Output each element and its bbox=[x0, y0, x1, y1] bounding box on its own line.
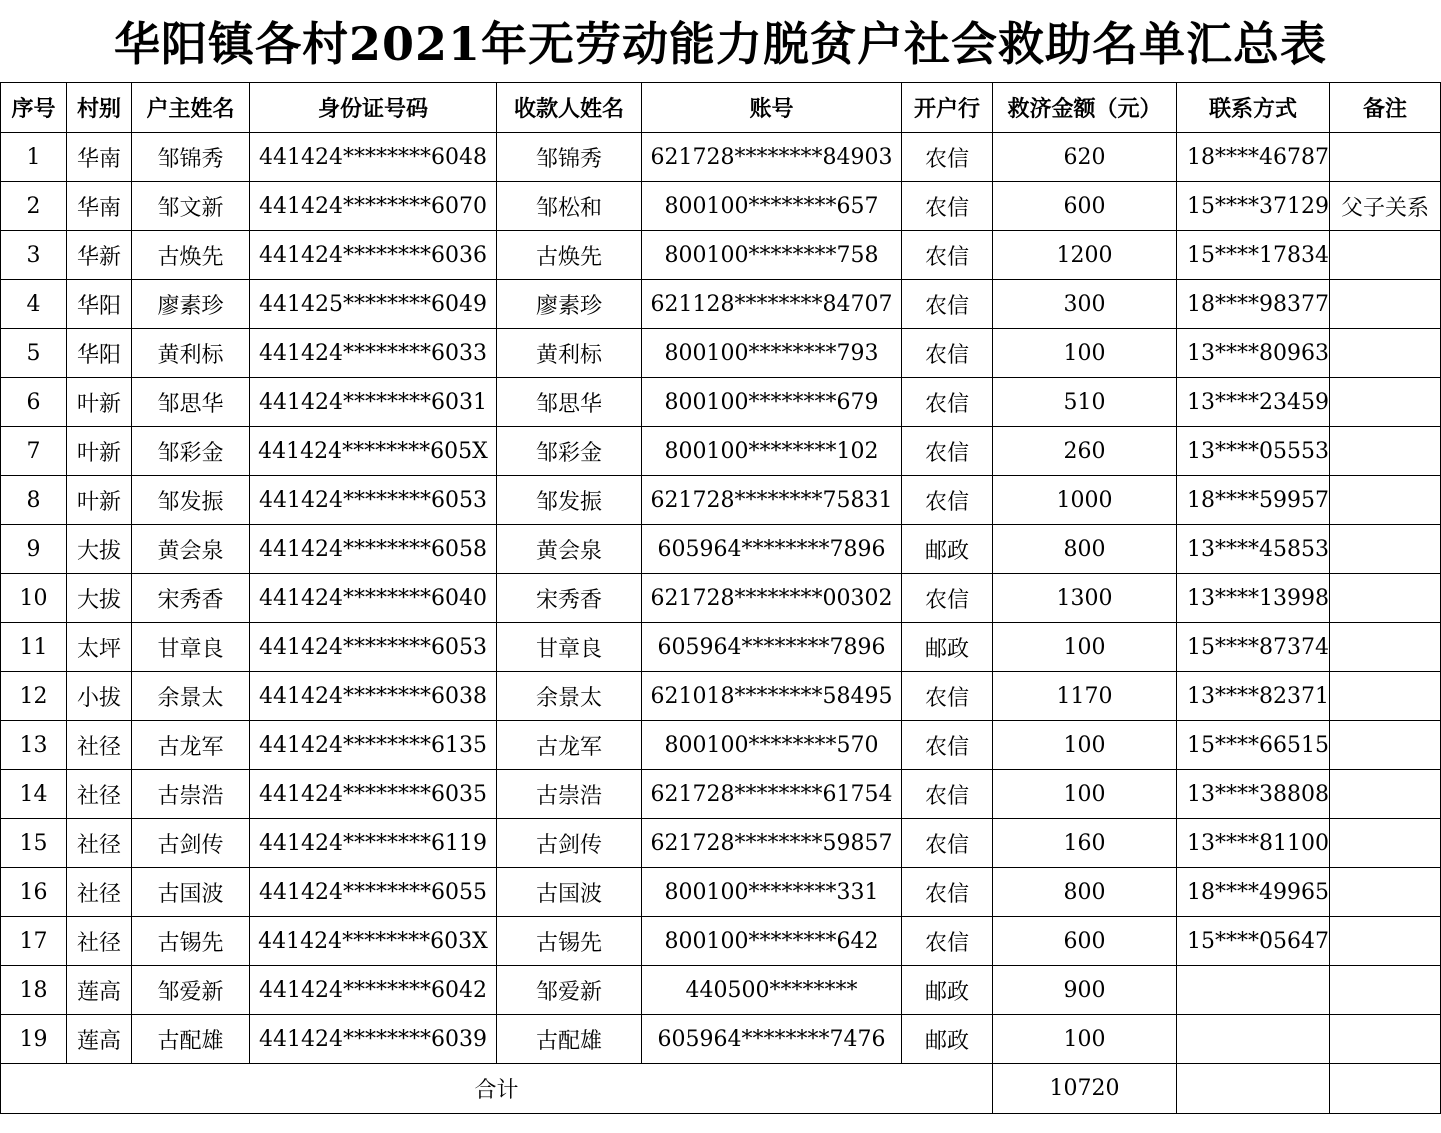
cell-note bbox=[1330, 231, 1441, 280]
cell-bank: 邮政 bbox=[902, 966, 993, 1015]
cell-village: 大拔 bbox=[67, 525, 132, 574]
table-row bbox=[1, 868, 1441, 917]
total-row bbox=[1, 1064, 1441, 1114]
table-row bbox=[1, 966, 1441, 1015]
cell-no: 4 bbox=[1, 280, 67, 329]
cell-account: 605964********7476 bbox=[642, 1015, 902, 1064]
cell-village: 莲高 bbox=[67, 966, 132, 1015]
cell-amount: 100 bbox=[993, 623, 1177, 672]
cell-account: 621728********00302 bbox=[642, 574, 902, 623]
cell-id-number: 441424********6135 bbox=[250, 721, 497, 770]
cell-bank: 农信 bbox=[902, 427, 993, 476]
cell-bank: 农信 bbox=[902, 280, 993, 329]
cell-head-name: 黄利标 bbox=[132, 329, 250, 378]
cell-note bbox=[1330, 476, 1441, 525]
cell-bank: 邮政 bbox=[902, 623, 993, 672]
cell-amount: 800 bbox=[993, 868, 1177, 917]
cell-payee-name: 邹思华 bbox=[497, 378, 642, 427]
cell-no: 1 bbox=[1, 133, 67, 182]
cell-no: 12 bbox=[1, 672, 67, 721]
cell-amount: 600 bbox=[993, 182, 1177, 231]
header-cell-id-number: 身份证号码 bbox=[250, 83, 497, 133]
cell-payee-name: 邹彩金 bbox=[497, 427, 642, 476]
cell-phone: 15****05647 bbox=[1177, 917, 1330, 966]
cell-note bbox=[1330, 672, 1441, 721]
cell-village: 叶新 bbox=[67, 378, 132, 427]
cell-note: 父子关系 bbox=[1330, 182, 1441, 231]
cell-account: 800100********793 bbox=[642, 329, 902, 378]
cell-bank: 农信 bbox=[902, 231, 993, 280]
cell-phone bbox=[1177, 1015, 1330, 1064]
cell-note bbox=[1330, 721, 1441, 770]
cell-phone: 13****38808 bbox=[1177, 770, 1330, 819]
cell-village: 叶新 bbox=[67, 427, 132, 476]
table-row bbox=[1, 476, 1441, 525]
cell-payee-name: 黄利标 bbox=[497, 329, 642, 378]
cell-no: 15 bbox=[1, 819, 67, 868]
cell-head-name: 甘章良 bbox=[132, 623, 250, 672]
cell-note bbox=[1330, 1015, 1441, 1064]
cell-amount: 1170 bbox=[993, 672, 1177, 721]
cell-head-name: 邹文新 bbox=[132, 182, 250, 231]
cell-note bbox=[1330, 623, 1441, 672]
cell-village: 大拔 bbox=[67, 574, 132, 623]
cell-phone: 15****87374 bbox=[1177, 623, 1330, 672]
cell-phone: 13****05553 bbox=[1177, 427, 1330, 476]
table-row bbox=[1, 427, 1441, 476]
cell-account: 800100********679 bbox=[642, 378, 902, 427]
table-row bbox=[1, 329, 1441, 378]
cell-phone: 18****46787 bbox=[1177, 133, 1330, 182]
cell-id-number: 441424********6031 bbox=[250, 378, 497, 427]
cell-account: 800100********758 bbox=[642, 231, 902, 280]
header-cell-note: 备注 bbox=[1330, 83, 1441, 133]
table-row bbox=[1, 182, 1441, 231]
cell-note bbox=[1330, 819, 1441, 868]
cell-village: 太坪 bbox=[67, 623, 132, 672]
cell-no: 8 bbox=[1, 476, 67, 525]
cell-head-name: 邹发振 bbox=[132, 476, 250, 525]
cell-note bbox=[1330, 574, 1441, 623]
cell-note bbox=[1330, 525, 1441, 574]
cell-note bbox=[1330, 427, 1441, 476]
cell-id-number: 441424********6048 bbox=[250, 133, 497, 182]
cell-phone: 13****45853 bbox=[1177, 525, 1330, 574]
cell-amount: 260 bbox=[993, 427, 1177, 476]
cell-head-name: 宋秀香 bbox=[132, 574, 250, 623]
cell-payee-name: 邹松和 bbox=[497, 182, 642, 231]
cell-no: 19 bbox=[1, 1015, 67, 1064]
cell-phone: 15****17834 bbox=[1177, 231, 1330, 280]
table-row bbox=[1, 574, 1441, 623]
cell-village: 社径 bbox=[67, 819, 132, 868]
cell-amount: 100 bbox=[993, 1015, 1177, 1064]
cell-id-number: 441424********6058 bbox=[250, 525, 497, 574]
cell-phone: 18****59957 bbox=[1177, 476, 1330, 525]
cell-payee-name: 邹发振 bbox=[497, 476, 642, 525]
cell-bank: 邮政 bbox=[902, 1015, 993, 1064]
cell-id-number: 441424********603X bbox=[250, 917, 497, 966]
cell-bank: 农信 bbox=[902, 182, 993, 231]
cell-account: 621728********75831 bbox=[642, 476, 902, 525]
cell-amount: 100 bbox=[993, 329, 1177, 378]
cell-village: 社径 bbox=[67, 917, 132, 966]
cell-no: 7 bbox=[1, 427, 67, 476]
cell-phone: 13****13998 bbox=[1177, 574, 1330, 623]
cell-village: 华新 bbox=[67, 231, 132, 280]
cell-note bbox=[1330, 378, 1441, 427]
cell-no: 2 bbox=[1, 182, 67, 231]
relief-table bbox=[0, 82, 1441, 1114]
cell-amount: 1000 bbox=[993, 476, 1177, 525]
cell-bank: 邮政 bbox=[902, 525, 993, 574]
cell-account: 621728********59857 bbox=[642, 819, 902, 868]
cell-id-number: 441425********6049 bbox=[250, 280, 497, 329]
cell-head-name: 古龙军 bbox=[132, 721, 250, 770]
cell-account: 800100********102 bbox=[642, 427, 902, 476]
cell-note bbox=[1330, 966, 1441, 1015]
cell-village: 莲高 bbox=[67, 1015, 132, 1064]
cell-village: 小拔 bbox=[67, 672, 132, 721]
cell-id-number: 441424********6033 bbox=[250, 329, 497, 378]
cell-payee-name: 古锡先 bbox=[497, 917, 642, 966]
cell-bank: 农信 bbox=[902, 868, 993, 917]
cell-amount: 600 bbox=[993, 917, 1177, 966]
cell-bank: 农信 bbox=[902, 329, 993, 378]
page-title: 华阳镇各村2021年无劳动能力脱贫户社会救助名单汇总表 bbox=[113, 17, 1328, 71]
cell-id-number: 441424********6038 bbox=[250, 672, 497, 721]
table-row bbox=[1, 917, 1441, 966]
cell-payee-name: 廖素珍 bbox=[497, 280, 642, 329]
cell-id-number: 441424********6040 bbox=[250, 574, 497, 623]
cell-no: 11 bbox=[1, 623, 67, 672]
cell-id-number: 441424********6053 bbox=[250, 623, 497, 672]
cell-no: 17 bbox=[1, 917, 67, 966]
cell-amount: 100 bbox=[993, 721, 1177, 770]
cell-payee-name: 邹爱新 bbox=[497, 966, 642, 1015]
cell-id-number: 441424********6036 bbox=[250, 231, 497, 280]
cell-no: 16 bbox=[1, 868, 67, 917]
cell-account: 605964********7896 bbox=[642, 623, 902, 672]
cell-amount: 510 bbox=[993, 378, 1177, 427]
table-row bbox=[1, 133, 1441, 182]
cell-phone: 15****37129 bbox=[1177, 182, 1330, 231]
cell-bank: 农信 bbox=[902, 721, 993, 770]
header-cell-no: 序号 bbox=[1, 83, 67, 133]
cell-account: 621728********84903 bbox=[642, 133, 902, 182]
total-phone-cell bbox=[1177, 1064, 1330, 1114]
cell-village: 叶新 bbox=[67, 476, 132, 525]
cell-phone bbox=[1177, 966, 1330, 1015]
cell-note bbox=[1330, 868, 1441, 917]
cell-account: 621018********58495 bbox=[642, 672, 902, 721]
cell-account: 800100********642 bbox=[642, 917, 902, 966]
cell-amount: 100 bbox=[993, 770, 1177, 819]
table-row bbox=[1, 1015, 1441, 1064]
cell-head-name: 古剑传 bbox=[132, 819, 250, 868]
cell-head-name: 余景太 bbox=[132, 672, 250, 721]
cell-payee-name: 古龙军 bbox=[497, 721, 642, 770]
cell-amount: 160 bbox=[993, 819, 1177, 868]
cell-payee-name: 古剑传 bbox=[497, 819, 642, 868]
cell-amount: 1300 bbox=[993, 574, 1177, 623]
cell-id-number: 441424********6053 bbox=[250, 476, 497, 525]
cell-account: 440500******** bbox=[642, 966, 902, 1015]
cell-account: 800100********570 bbox=[642, 721, 902, 770]
cell-account: 621728********61754 bbox=[642, 770, 902, 819]
cell-head-name: 邹彩金 bbox=[132, 427, 250, 476]
cell-bank: 农信 bbox=[902, 133, 993, 182]
cell-note bbox=[1330, 329, 1441, 378]
cell-payee-name: 古国波 bbox=[497, 868, 642, 917]
cell-payee-name: 宋秀香 bbox=[497, 574, 642, 623]
cell-id-number: 441424********6119 bbox=[250, 819, 497, 868]
cell-no: 14 bbox=[1, 770, 67, 819]
cell-payee-name: 余景太 bbox=[497, 672, 642, 721]
total-amount: 10720 bbox=[993, 1064, 1177, 1114]
cell-amount: 620 bbox=[993, 133, 1177, 182]
table-row bbox=[1, 623, 1441, 672]
cell-id-number: 441424********605X bbox=[250, 427, 497, 476]
cell-bank: 农信 bbox=[902, 819, 993, 868]
total-note-cell bbox=[1330, 1064, 1441, 1114]
cell-bank: 农信 bbox=[902, 574, 993, 623]
cell-no: 5 bbox=[1, 329, 67, 378]
cell-id-number: 441424********6039 bbox=[250, 1015, 497, 1064]
cell-payee-name: 甘章良 bbox=[497, 623, 642, 672]
cell-id-number: 441424********6042 bbox=[250, 966, 497, 1015]
table-row bbox=[1, 280, 1441, 329]
header-cell-head-name: 户主姓名 bbox=[132, 83, 250, 133]
cell-phone: 13****80963 bbox=[1177, 329, 1330, 378]
cell-village: 华南 bbox=[67, 182, 132, 231]
cell-village: 社径 bbox=[67, 721, 132, 770]
cell-id-number: 441424********6055 bbox=[250, 868, 497, 917]
cell-phone: 18****98377 bbox=[1177, 280, 1330, 329]
cell-phone: 13****82371 bbox=[1177, 672, 1330, 721]
cell-phone: 13****81100 bbox=[1177, 819, 1330, 868]
cell-bank: 农信 bbox=[902, 672, 993, 721]
cell-payee-name: 古崇浩 bbox=[497, 770, 642, 819]
table-row bbox=[1, 231, 1441, 280]
header-cell-phone: 联系方式 bbox=[1177, 83, 1330, 133]
cell-village: 华南 bbox=[67, 133, 132, 182]
cell-id-number: 441424********6035 bbox=[250, 770, 497, 819]
header-cell-payee-name: 收款人姓名 bbox=[497, 83, 642, 133]
cell-no: 3 bbox=[1, 231, 67, 280]
cell-id-number: 441424********6070 bbox=[250, 182, 497, 231]
cell-note bbox=[1330, 917, 1441, 966]
cell-amount: 1200 bbox=[993, 231, 1177, 280]
cell-note bbox=[1330, 280, 1441, 329]
cell-head-name: 廖素珍 bbox=[132, 280, 250, 329]
cell-head-name: 黄会泉 bbox=[132, 525, 250, 574]
cell-bank: 农信 bbox=[902, 476, 993, 525]
cell-payee-name: 古焕先 bbox=[497, 231, 642, 280]
cell-village: 华阳 bbox=[67, 280, 132, 329]
header-cell-amount: 救济金额（元） bbox=[993, 83, 1177, 133]
cell-no: 9 bbox=[1, 525, 67, 574]
cell-amount: 900 bbox=[993, 966, 1177, 1015]
cell-no: 6 bbox=[1, 378, 67, 427]
cell-village: 社径 bbox=[67, 770, 132, 819]
cell-phone: 18****49965 bbox=[1177, 868, 1330, 917]
header-cell-account: 账号 bbox=[642, 83, 902, 133]
total-label: 合计 bbox=[1, 1064, 993, 1114]
cell-no: 13 bbox=[1, 721, 67, 770]
cell-no: 10 bbox=[1, 574, 67, 623]
cell-head-name: 古崇浩 bbox=[132, 770, 250, 819]
cell-phone: 13****23459 bbox=[1177, 378, 1330, 427]
cell-phone: 15****66515 bbox=[1177, 721, 1330, 770]
table-row bbox=[1, 819, 1441, 868]
cell-head-name: 古配雄 bbox=[132, 1015, 250, 1064]
cell-payee-name: 古配雄 bbox=[497, 1015, 642, 1064]
cell-bank: 农信 bbox=[902, 917, 993, 966]
cell-payee-name: 黄会泉 bbox=[497, 525, 642, 574]
cell-village: 社径 bbox=[67, 868, 132, 917]
cell-head-name: 邹思华 bbox=[132, 378, 250, 427]
cell-head-name: 古国波 bbox=[132, 868, 250, 917]
cell-village: 华阳 bbox=[67, 329, 132, 378]
cell-note bbox=[1330, 133, 1441, 182]
cell-head-name: 古焕先 bbox=[132, 231, 250, 280]
cell-account: 800100********657 bbox=[642, 182, 902, 231]
table-row bbox=[1, 672, 1441, 721]
cell-bank: 农信 bbox=[902, 770, 993, 819]
cell-note bbox=[1330, 770, 1441, 819]
cell-no: 18 bbox=[1, 966, 67, 1015]
cell-head-name: 邹锦秀 bbox=[132, 133, 250, 182]
table-row bbox=[1, 525, 1441, 574]
cell-amount: 300 bbox=[993, 280, 1177, 329]
cell-payee-name: 邹锦秀 bbox=[497, 133, 642, 182]
cell-account: 605964********7896 bbox=[642, 525, 902, 574]
table-row bbox=[1, 770, 1441, 819]
header-cell-village: 村别 bbox=[67, 83, 132, 133]
header-row bbox=[1, 83, 1441, 133]
cell-account: 800100********331 bbox=[642, 868, 902, 917]
cell-bank: 农信 bbox=[902, 378, 993, 427]
cell-account: 621128********84707 bbox=[642, 280, 902, 329]
table-row bbox=[1, 378, 1441, 427]
cell-head-name: 邹爱新 bbox=[132, 966, 250, 1015]
header-cell-bank: 开户行 bbox=[902, 83, 993, 133]
cell-amount: 800 bbox=[993, 525, 1177, 574]
cell-head-name: 古锡先 bbox=[132, 917, 250, 966]
table-row bbox=[1, 721, 1441, 770]
